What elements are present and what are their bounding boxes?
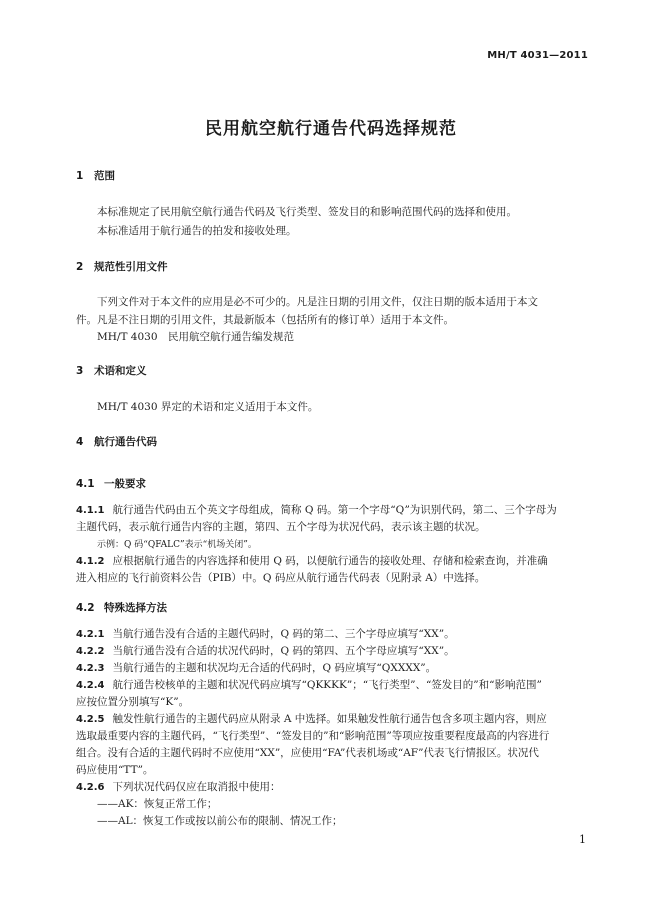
section-1-paragraph-2: 本标准适用于航行通告的拍发和接收处理。: [97, 225, 297, 237]
section-1-heading: 1 范围: [76, 170, 115, 182]
clause-4-1-2-line-1: 4.1.2 应根据航行通告的内容选择和使用 Q 码，以便航行通告的接收处理、存储和检索查询，并准确: [76, 555, 548, 567]
clause-number: 4.2.6: [76, 782, 105, 793]
section-3-paragraph: MH/T 4030 界定的术语和定义适用于本文件。: [97, 401, 319, 413]
clause-4-2-1: 4.2.1 当航行通告没有合适的主题代码时，Q 码的第二、三个字母应填写“XX”。: [76, 628, 455, 640]
clause-number: 4.2.1: [76, 629, 105, 640]
list-item-ak: ——AK：恢复正常工作；: [97, 798, 218, 810]
example-note: 示例：Q 码“QFALC”表示“机场关闭”。: [97, 540, 257, 550]
clause-4-2-2: 4.2.2 当航行通告没有合适的状况代码时，Q 码的第四、五个字母应填写“XX”。: [76, 645, 455, 657]
clause-number: 4.2.5: [76, 714, 105, 725]
section-1-paragraph-1: 本标准规定了民用航空航行通告代码及飞行类型、签发目的和影响范围代码的选择和使用。: [97, 206, 517, 218]
section-2-paragraph-line-2: 件。凡是不注日期的引用文件，其最新版本（包括所有的修订单）适用于本文件。: [76, 314, 454, 326]
list-item-al: ——AL：恢复工作或按以前公布的限制、情况工作；: [97, 815, 343, 827]
clause-number: 4.2.4: [76, 680, 105, 691]
section-2-heading: 2 规范性引用文件: [76, 261, 168, 273]
clause-4-2-4-line-1: 4.2.4 航行通告校核单的主题和状况代码应填写“QKKKK”；“飞行类型”、“签发目的”和“影响范围”: [76, 679, 542, 691]
standard-number: MH/T 4031—2011: [487, 50, 588, 61]
clause-4-1-1-line-2: 主题代码，表示航行通告内容的主题，第四、五个字母为状况代码，表示该主题的状况。: [76, 521, 486, 533]
clause-4-2-6: 4.2.6 下列状况代码仅应在取消报中使用：: [76, 781, 281, 793]
clause-number: 4.2.3: [76, 663, 105, 674]
normative-reference: MH/T 4030 民用航空航行通告编发规范: [97, 331, 295, 343]
section-4-2-heading: 4.2 特殊选择方法: [76, 602, 167, 614]
clause-4-2-5-line-1: 4.2.5 触发性航行通告的主题代码应从附录 A 中选择。如果触发性航行通告包含多项主题内容，则应: [76, 713, 547, 725]
clause-4-2-3: 4.2.3 当航行通告的主题和状况均无合适的代码时，Q 码应填写“QXXXX”。: [76, 662, 437, 674]
clause-number: 4.1.1: [76, 505, 105, 516]
clause-number: 4.1.2: [76, 556, 105, 567]
clause-4-2-5-line-2: 选取最重要内容的主题代码，“飞行类型”、“签发目的”和“影响范围”等项应按重要程度最高的内容进行: [76, 730, 550, 742]
clause-4-2-5-line-3: 组合。没有合适的主题代码时不应使用“XX”，应使用“FA”代表机场或“AF”代表飞行情报区。状况代: [76, 747, 539, 759]
page-number: 1: [579, 833, 586, 846]
clause-4-2-5-line-4: 码应使用“TT”。: [76, 764, 154, 776]
section-4-1-heading: 4.1 一般要求: [76, 478, 146, 490]
clause-number: 4.2.2: [76, 646, 105, 657]
section-4-heading: 4 航行通告代码: [76, 436, 157, 448]
section-2-paragraph-line-1: 下列文件对于本文件的应用是必不可少的。凡是注日期的引用文件，仅注日期的版本适用于本文: [97, 296, 538, 308]
section-3-heading: 3 术语和定义: [76, 365, 147, 377]
clause-4-1-1-line-1: 4.1.1 航行通告代码由五个英文字母组成，简称 Q 码。第一个字母“Q”为识别代码，第二、三个字母为: [76, 504, 557, 516]
document-title: 民用航空航行通告代码选择规范: [205, 119, 457, 139]
clause-4-1-2-line-2: 进入相应的飞行前资料公告（PIB）中。Q 码应从航行通告代码表（见附录 A）中选择。: [76, 572, 486, 584]
clause-4-2-4-line-2: 应按位置分别填写“K”。: [76, 696, 190, 708]
